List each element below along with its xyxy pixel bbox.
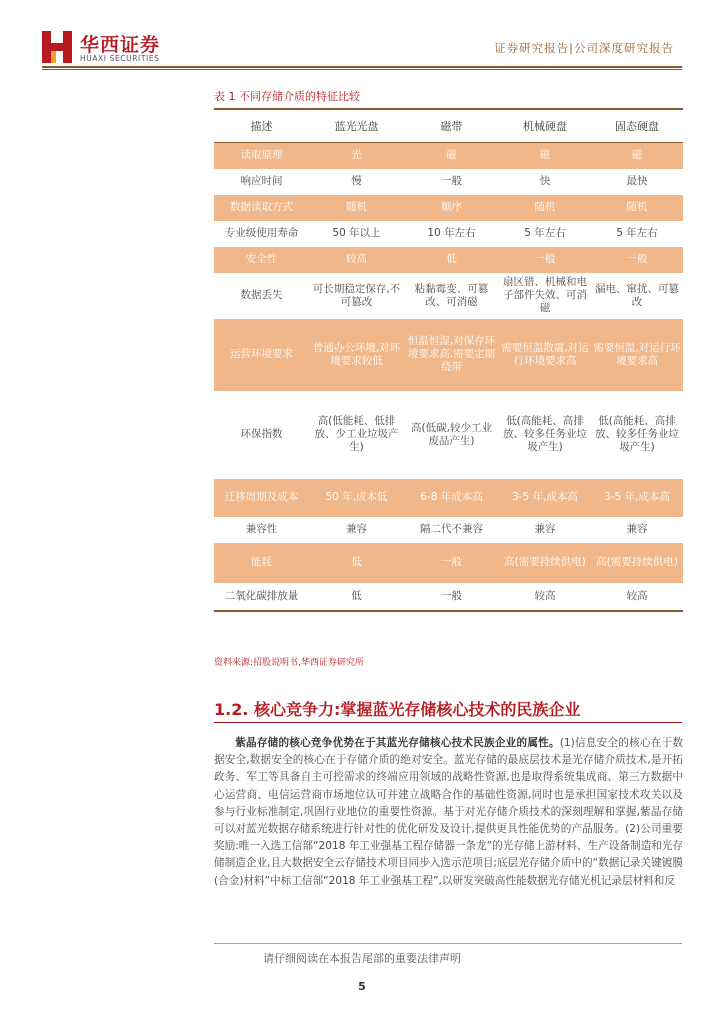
table-cell: 顺序 bbox=[404, 195, 499, 221]
table-row bbox=[214, 517, 683, 543]
table-row bbox=[214, 543, 683, 583]
table-header-row bbox=[214, 109, 683, 143]
row-label-cell: 专业级使用寿命 bbox=[214, 221, 309, 247]
header-divider-thin bbox=[42, 69, 682, 70]
comparison-table-container bbox=[214, 108, 683, 612]
body-paragraph-text: (1)信息安全的核心在于数据安全,数据安全的核心在于存储介质的绝对安全。蓝光存储的最底层技术是光存储介质技术,是开拓政务、军工等具备自主可控需求的终端应用领域的战略性资源,也是取得系统集成商、第三方数据中心运营商、电信运营商市场地位认可并建立战略合作的基础性资源,同时也是承担国家技术攻关以及参与行业标准制定,巩固行业地位的重要性资源。基于对光存储介质技术的深刻理解和掌握,紫晶存储可以对蓝光数据存储系统进行针对性的优化研发及设计,提供更具性能优势的产品服务。(2)公司重要奖励:唯一入选工信部“2018 年工业强基工程存储器一条龙”的光存储上游材料、生产设备制造和光存储制造企业,且大数据安全云存储技术项目同步入选示范项目;底层光存储介质中的“数据记录关键镀膜(合金)材料”中标工信部“2018 年工业强基工程”,以研发突破高性能数据光存储光机记录层材料和反 bbox=[214, 737, 684, 887]
page-number: 5 bbox=[358, 980, 366, 993]
footer-divider bbox=[214, 943, 682, 944]
table-row bbox=[214, 479, 683, 517]
table-row bbox=[214, 221, 683, 247]
table-cell: 磁 bbox=[404, 143, 499, 169]
table-cell: 3-5 年,成本高 bbox=[499, 479, 591, 517]
table-cell: 普通办公环境,对环境要求较低 bbox=[309, 319, 404, 391]
table-cell: 一般 bbox=[404, 583, 499, 611]
section-heading: 1.2. 核心竞争力:掌握蓝光存储核心技术的民族企业 bbox=[214, 700, 581, 719]
table-cell: 10 年左右 bbox=[404, 221, 499, 247]
column-header: 机械硬盘 bbox=[499, 109, 591, 143]
table-cell: 低 bbox=[309, 583, 404, 611]
legal-notice: 请仔细阅读在本报告尾部的重要法律声明 bbox=[263, 952, 461, 965]
table-cell: 需要恒温散震,对运行环境要求高 bbox=[499, 319, 591, 391]
body-text bbox=[214, 735, 683, 890]
table-cell: 慢 bbox=[309, 169, 404, 195]
table-cell: 随机 bbox=[591, 195, 683, 221]
row-label-cell: 运营环境要求 bbox=[214, 319, 309, 391]
storage-comparison-table bbox=[214, 108, 683, 612]
column-header: 蓝光光盘 bbox=[309, 109, 404, 143]
body-lead-sentence: 紫晶存储的核心竞争优势在于其蓝光存储核心技术民族企业的属性。 bbox=[235, 737, 560, 749]
table-cell: 随机 bbox=[309, 195, 404, 221]
row-label-cell: 读取原理 bbox=[214, 143, 309, 169]
table-cell: 兼容 bbox=[499, 517, 591, 543]
table-cell: 高(低碳,较少工业废品产生) bbox=[404, 391, 499, 479]
row-label-cell: 数据读取方式 bbox=[214, 195, 309, 221]
table-cell: 3-5 年,成本高 bbox=[591, 479, 683, 517]
row-label-cell: 兼容性 bbox=[214, 517, 309, 543]
table-cell: 兼容 bbox=[309, 517, 404, 543]
table-cell: 磁 bbox=[499, 143, 591, 169]
table-cell: 高(低能耗、低排放、少工业垃圾产生) bbox=[309, 391, 404, 479]
table-cell: 兼容 bbox=[591, 517, 683, 543]
table-cell: 可长期稳定保存,不可篡改 bbox=[309, 273, 404, 319]
table-cell: 5 年左右 bbox=[499, 221, 591, 247]
row-label-cell: 能耗 bbox=[214, 543, 309, 583]
header-divider bbox=[42, 66, 682, 68]
table-row bbox=[214, 143, 683, 169]
table-cell: 较高 bbox=[499, 583, 591, 611]
row-label-cell: 环保指数 bbox=[214, 391, 309, 479]
table-cell: 低 bbox=[309, 543, 404, 583]
table-cell: 扇区错、机械和电子部件失效、可消磁 bbox=[499, 273, 591, 319]
table-row bbox=[214, 247, 683, 273]
table-cell: 一般 bbox=[404, 169, 499, 195]
table-row bbox=[214, 169, 683, 195]
table-row bbox=[214, 583, 683, 611]
huaxi-logo-icon bbox=[42, 31, 72, 63]
table-cell: 50 年,成本低 bbox=[309, 479, 404, 517]
company-name-cn: 华西证券 bbox=[80, 34, 161, 56]
table-title: 表 1 不同存储介质的特征比较 bbox=[214, 90, 360, 103]
column-header: 固态硬盘 bbox=[591, 109, 683, 143]
table-cell: 光 bbox=[309, 143, 404, 169]
table-source-note: 资料来源:招股说明书,华西证券研究所 bbox=[214, 658, 364, 668]
table-row bbox=[214, 319, 683, 391]
column-header: 磁带 bbox=[404, 109, 499, 143]
table-cell: 高(需要持续供电) bbox=[591, 543, 683, 583]
row-label-cell: 安全性 bbox=[214, 247, 309, 273]
row-label-cell: 迁移周期及成本 bbox=[214, 479, 309, 517]
table-cell: 最快 bbox=[591, 169, 683, 195]
report-type-label: 证券研究报告|公司深度研究报告 bbox=[494, 41, 674, 55]
table-cell: 一般 bbox=[499, 247, 591, 273]
table-cell: 随机 bbox=[499, 195, 591, 221]
table-cell: 低 bbox=[404, 247, 499, 273]
table-row bbox=[214, 273, 683, 319]
table-cell: 50 年以上 bbox=[309, 221, 404, 247]
section-divider bbox=[214, 722, 682, 723]
table-cell: 较高 bbox=[591, 583, 683, 611]
table-cell: 6-8 年成本高 bbox=[404, 479, 499, 517]
table-cell: 需要恒温,对运行环境要求高 bbox=[591, 319, 683, 391]
row-label-cell: 响应时间 bbox=[214, 169, 309, 195]
table-cell: 隔二代不兼容 bbox=[404, 517, 499, 543]
table-cell: 一般 bbox=[404, 543, 499, 583]
table-cell: 快 bbox=[499, 169, 591, 195]
row-label-cell: 数据丢失 bbox=[214, 273, 309, 319]
table-cell: 高(需要持续供电) bbox=[499, 543, 591, 583]
body-paragraph bbox=[214, 735, 683, 890]
table-cell: 5 年左右 bbox=[591, 221, 683, 247]
table-cell: 低(高能耗、高排放、较多任务业垃圾产生) bbox=[499, 391, 591, 479]
column-header: 描述 bbox=[214, 109, 309, 143]
table-cell: 较高 bbox=[309, 247, 404, 273]
table-cell: 粘黏霉变、可篡改、可消磁 bbox=[404, 273, 499, 319]
company-name-en: HUAXI SECURITIES bbox=[80, 54, 160, 63]
table-cell: 一般 bbox=[591, 247, 683, 273]
table-cell: 低(高能耗、高排放、较多任务业垃圾产生) bbox=[591, 391, 683, 479]
table-row bbox=[214, 391, 683, 479]
table-cell: 漏电、窜扰、可篡改 bbox=[591, 273, 683, 319]
table-row bbox=[214, 195, 683, 221]
table-cell: 磁 bbox=[591, 143, 683, 169]
table-cell: 恒温恒湿,对保存环境要求高,需要定期绕带 bbox=[404, 319, 499, 391]
row-label-cell: 二氧化碳排放量 bbox=[214, 583, 309, 611]
